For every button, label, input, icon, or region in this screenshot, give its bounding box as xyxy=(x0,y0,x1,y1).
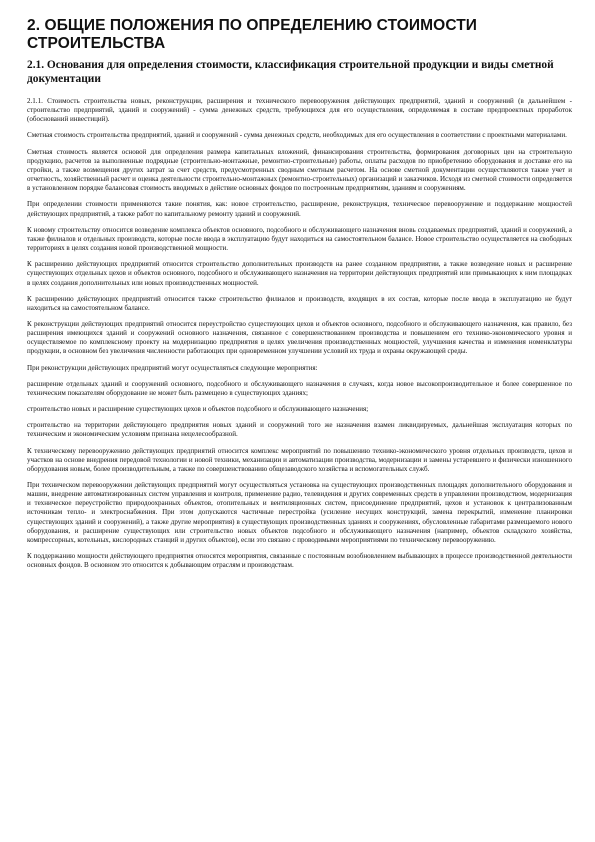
section-title: 2.1. Основания для определения стоимости, классификация строительной продукции и виды сметной документации xyxy=(27,59,554,85)
paragraph: расширение отдельных зданий и сооружений основного, подсобного и обслуживающего назначения в случаях, когда новое высокопроизводительное и более совершенное по техническим показателям оборудование не может быть размещено в существующих зданиях; xyxy=(27,379,572,397)
paragraph: К новому строительству относится возведение комплекса объектов основного, подсобного и обслуживающего назначения вновь создаваемых предприятий, зданий и сооружений, а также филиалов и отдельных производств, которые после ввода в эксплуатацию будут находиться на самостоятельном балансе. Новое строительство осуществляется на свободных территориях в целях создания новой производственной мощности. xyxy=(27,225,572,253)
document-title: 2. ОБЩИЕ ПОЛОЖЕНИЯ ПО ОПРЕДЕЛЕНИЮ СТОИМОСТИ СТРОИТЕЛЬСТВА xyxy=(27,17,478,52)
paragraph: К техническому перевооружению действующих предприятий относится комплекс мероприятий по повышению технико-экономического уровня отдельных производств, цехов и участков на основе внедрения передовой технологии и новой техники, механизации и автоматизации производства, модернизации и замены устаревшего и физически изношенного оборудования новым, более производительным, а также по совершенствованию общезаводского хозяйства и вспомогательных служб. xyxy=(27,446,572,473)
paragraph: К расширению действующих предприятий относится также строительство филиалов и производств, входящих в их состав, которые после ввода в эксплуатацию не будут находиться на самостоятельном балансе. xyxy=(27,294,572,312)
document-body xyxy=(27,97,572,570)
paragraph: Сметная стоимость строительства предприятий, зданий и сооружений - сумма денежных средств, необходимых для его осуществления в соответствии с проектными материалами. xyxy=(27,131,567,140)
paragraph: При реконструкции действующих предприятий могут осуществляться следующие мероприятия: xyxy=(27,363,318,372)
paragraph: К реконструкции действующих предприятий относится переустройство существующих цехов и объектов основного, подсобного и обслуживающего назначения, как правило, без расширения имеющихся зданий и сооружений основного назначения, связанное с совершенствованием производства и повышением его технико-экономического уровня и осуществляемое по комплексному проекту на модернизацию предприятия в целях увеличения производственных мощностей, улучшения качества и изменения номенклатуры продукции, в основном без увеличения численности работающих при одновременном улучшении условий их труда и охраны окружающей среды. xyxy=(27,319,572,356)
paragraph: К расширению действующих предприятий относится строительство дополнительных производств на ранее созданном предприятии, а также возведение новых и расширение существующих отдельных цехов и объектов основного, подсобного и обслуживающего назначения на территории действующих предприятий или примыкающих к ним площадках в целях создания дополнительных или новых производственных мощностей. xyxy=(27,260,572,287)
paragraph: К поддержанию мощности действующего предприятия относятся мероприятия, связанные с постоянным возобновлением выбывающих в процессе производственной деятельности основных фондов. В основном это относится к добывающим отраслям и производствам. xyxy=(27,552,572,570)
paragraph: строительство новых и расширение существующих цехов и объектов подсобного и обслуживающего назначения; xyxy=(27,405,369,414)
paragraph: строительство на территории действующего предприятия новых зданий и сооружений того же назначения взамен ликвидируемых, дальнейшая эксплуатация которых по техническим и экономическим условиям признана нецелесообразной. xyxy=(27,421,572,439)
paragraph: Сметная стоимость является основой для определения размера капитальных вложений, финансирования строительства, формирования договорных цен на строительную продукцию, расчетов за выполненные подрядные (строительно-монтажные, ремонтно-строительные) работы, оплаты расходов по приобретению оборудования и доставке его на стройки, а также возмещения других затрат за счет средств, предусмотренных сводным сметным расчетом. На основе сметной документации осуществляются также учет и отчетность, хозяйственный расчет и оценка деятельности строительно-монтажных (ремонтно-строительных) организаций и заказчиков. Исходя из сметной стоимости определяется в установленном порядке балансовая стоимость вводимых в действие основных фондов по построенным предприятиям, зданиям и сооружениям. xyxy=(27,147,572,193)
paragraph: При техническом перевооружении действующих предприятий могут осуществляться установка на существующих производственных площадях дополнительного оборудования и машин, внедрение автоматизированных систем управления и контроля, применение радио, телевидения и других современных средств в управлении производством, модернизация и техническое переустройство природоохранных объектов, отопительных и вентиляционных систем, присоединение предприятий, цехов и установок к централизованным источникам тепло- и электроснабжения. При этом допускаются частичные перестройка (усиление несущих конструкций, замена перекрытий, изменение планировки существующих зданий и сооружений), а также другие мероприятия) в существующих производственных зданиях и сооружениях, обусловленные габаритами размещаемого нового оборудования, и расширение существующих или строительство новых объектов подсобного и обслуживающего назначения (например, объектов складского хозяйства, компрессорных, котельных, кислородных станций и других объектов), если это связано с проводимыми мероприятиями по техническому перевооружению. xyxy=(27,481,572,544)
paragraph: 2.1.1. Стоимость строительства новых, реконструкции, расширения и технического перевооружения действующих предприятий, зданий и сооружений (в дальнейшем - строительство предприятий, зданий и сооружений) - сумма денежных средств, требующихся для его осуществления, определяемая в составе предпроектных проработок (обоснований инвестиций). xyxy=(27,97,572,124)
paragraph: При определении стоимости применяются такие понятия, как: новое строительство, расширение, реконструкция, техническое перевооружение и поддержание мощностей действующих предприятий, а также работ по капитальному ремонту зданий и сооружений. xyxy=(27,200,572,218)
